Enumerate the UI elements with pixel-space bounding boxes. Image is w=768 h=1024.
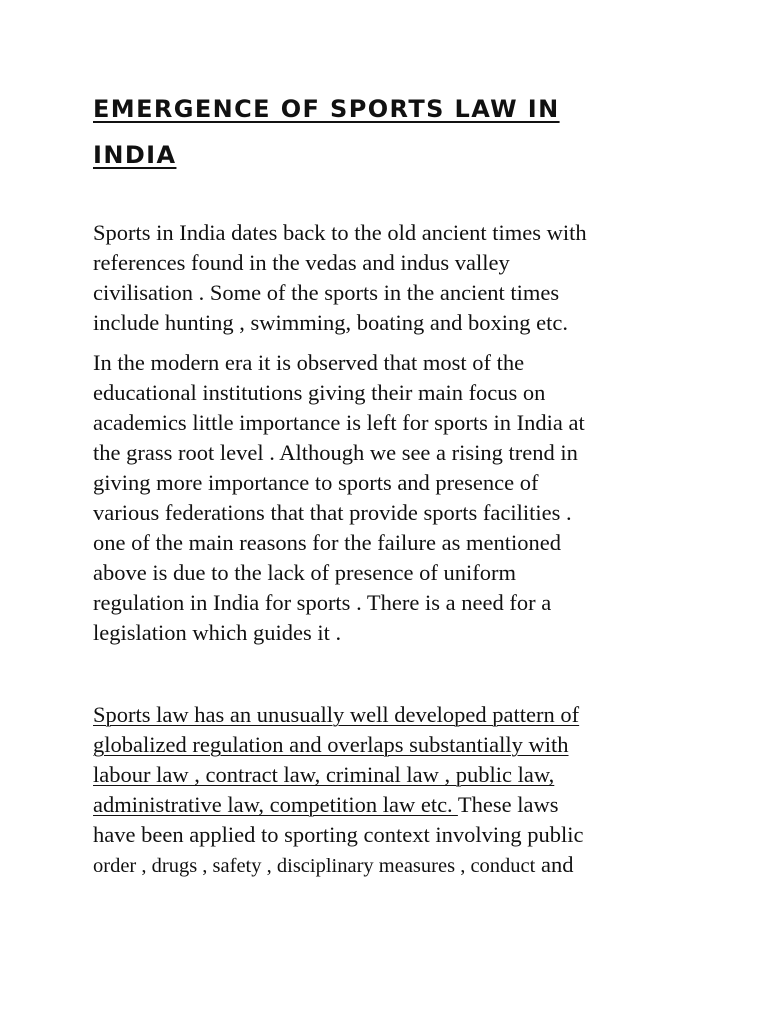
paragraph-line: civilisation . Some of the sports in the ancient times [93,280,560,305]
underlined-text: globalized regulation and overlaps substantially with [93,732,569,757]
underlined-text: administrative law, competition law etc. [93,792,458,817]
paragraph-line: educational institutions giving their main focus on [93,380,546,405]
paragraph-line-underlined [93,760,693,790]
small-text: order , drugs , safety , disciplinary measures , conduct [93,855,536,877]
paragraph-line: various federations that that provide sports facilities . [93,500,572,525]
heading-line-1: EMERGENCE OF SPORTS LAW IN [93,95,560,123]
plain-text: These laws [457,792,559,817]
paragraph-line: academics little importance is left for sports in India at [93,410,585,435]
paragraph-line-mixed [93,790,693,820]
paragraph-line: one of the main reasons for the failure as mentioned [93,530,561,555]
paragraph-line: include hunting , swimming, boating and boxing etc. [93,310,568,335]
paragraph-ancient-sports [93,218,693,338]
underlined-text: labour law , contract law, criminal law , public law, [93,762,555,787]
paragraph-line: have been applied to sporting context involving public [93,822,584,847]
paragraph-line: references found in the vedas and indus valley [93,250,510,275]
paragraph-line-mixed [93,850,693,881]
paragraph-line-underlined [93,730,693,760]
underlined-text: Sports law has an unusually well developed pattern of [93,702,580,727]
paragraph-line: In the modern era it is observed that most of the [93,350,525,375]
paragraph-line-underlined [93,700,693,730]
plain-text: and [535,852,574,877]
paragraph-line: Sports in India dates back to the old ancient times with [93,220,587,245]
paragraph-line: regulation in India for sports . There is a need for a [93,590,552,615]
paragraph-sports-law [93,700,693,881]
paragraph-line: the grass root level . Although we see a rising trend in [93,440,578,465]
paragraph-line: giving more importance to sports and presence of [93,470,539,495]
paragraph-line: above is due to the lack of presence of uniform [93,560,516,585]
paragraph-line: legislation which guides it . [93,620,342,645]
heading-line-2: INDIA [93,141,177,169]
document-heading [93,86,693,178]
paragraph-modern-era [93,348,693,648]
